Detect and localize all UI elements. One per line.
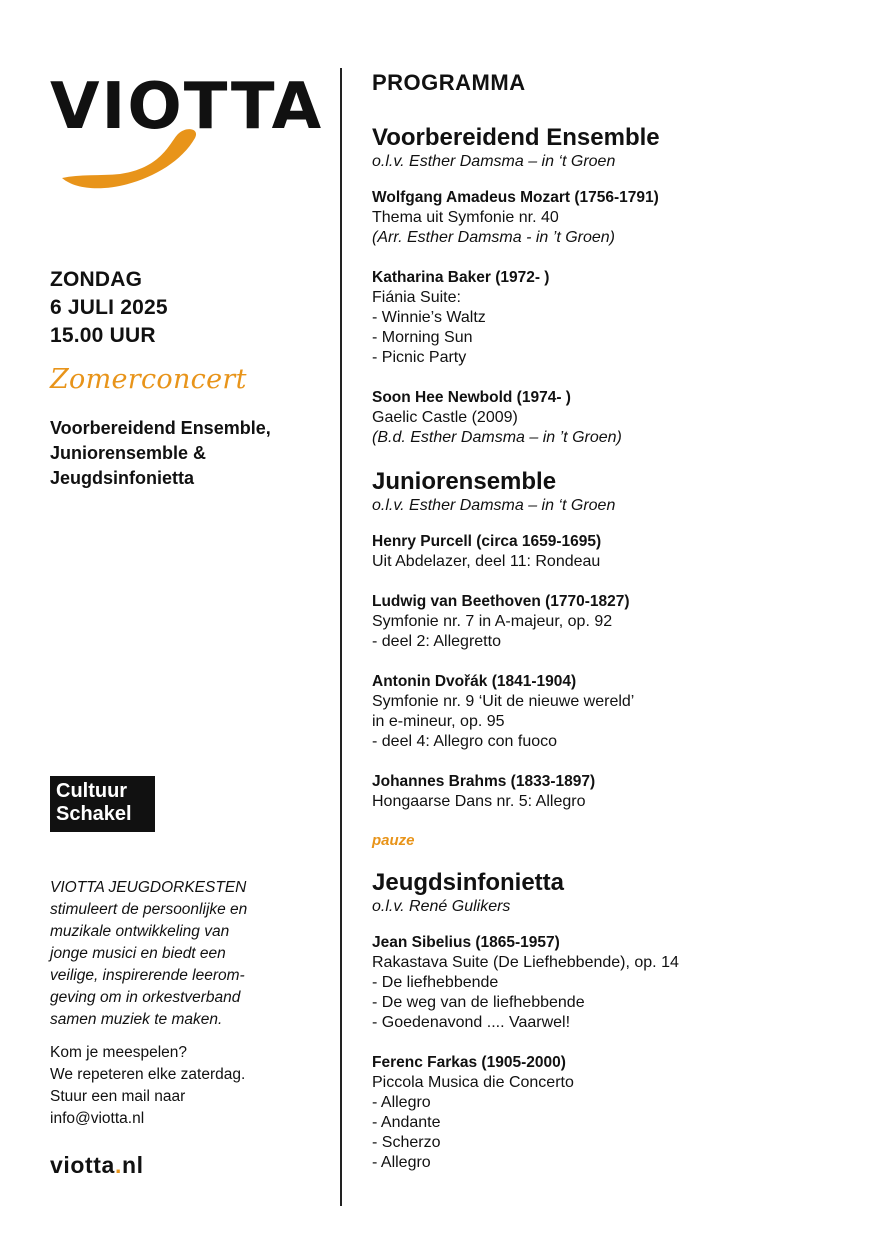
piece-line: - De liefhebbende xyxy=(372,974,499,991)
piece-line: - Winnie’s Waltz xyxy=(372,309,486,326)
piece-line: - Allegro xyxy=(372,1094,431,1111)
piece-line: - Picnic Party xyxy=(372,349,467,366)
column-divider xyxy=(340,68,342,1206)
program-piece xyxy=(372,188,852,248)
composer-name: Jean Sibelius (1865-1957) xyxy=(372,934,560,951)
piece-line: Rakastava Suite (De Liefhebbende), op. 14 xyxy=(372,954,679,971)
date-full: 6 JULI 2025 xyxy=(50,296,168,319)
ensemble-line: Juniorensemble & xyxy=(50,443,207,463)
section-conductor: o.l.v. Esther Damsma – in ‘t Groen xyxy=(372,497,616,514)
arrangement-note: (Arr. Esther Damsma - in ’t Groen) xyxy=(372,229,616,246)
piece-line: Thema uit Symfonie nr. 40 xyxy=(372,209,559,226)
program-section xyxy=(372,869,852,1173)
program-piece xyxy=(372,933,852,1033)
cs-logo-line1: Cultuur xyxy=(56,780,128,802)
section-name: Voorbereidend Ensemble xyxy=(372,124,660,151)
piece-line: - Scherzo xyxy=(372,1134,441,1151)
composer-name: Katharina Baker (1972- ) xyxy=(372,269,550,286)
composer-name: Ferenc Farkas (1905-2000) xyxy=(372,1054,566,1071)
piece-line: - Morning Sun xyxy=(372,329,473,346)
ensembles-list xyxy=(50,416,271,491)
piece-line: Uit Abdelazer, deel 11: Rondeau xyxy=(372,553,601,570)
composer-name: Antonin Dvořák (1841-1904) xyxy=(372,673,577,690)
program-title: PROGRAMMA xyxy=(372,70,526,95)
cs-logo-line2: Schakel xyxy=(56,803,132,825)
website-link[interactable]: viotta.nl xyxy=(50,1152,144,1178)
piece-line: in e-mineur, op. 95 xyxy=(372,713,505,730)
program-sections xyxy=(372,124,852,1173)
program-piece xyxy=(372,532,852,572)
piece-line: Symfonie nr. 7 in A-majeur, op. 92 xyxy=(372,613,613,630)
pauze-label: pauze xyxy=(372,832,415,849)
arrangement-note: (B.d. Esther Damsma – in ’t Groen) xyxy=(372,429,622,446)
program-piece xyxy=(372,772,852,812)
piece-line: - deel 2: Allegretto xyxy=(372,633,501,650)
program-piece xyxy=(372,388,852,448)
concert-date xyxy=(50,266,168,350)
invite-text: Kom je meespelen? We repeteren elke zaterdag. Stuur een mail naar info@viotta.nl xyxy=(50,1042,310,1130)
piece-line: - Allegro xyxy=(372,1154,431,1171)
section-name: Jeugdsinfonietta xyxy=(372,869,565,896)
email-link[interactable]: info@viotta.nl xyxy=(50,1110,145,1127)
composer-name: Soon Hee Newbold (1974- ) xyxy=(372,389,571,406)
composer-name: Wolfgang Amadeus Mozart (1756-1791) xyxy=(372,189,659,206)
program-piece xyxy=(372,268,852,368)
program-section xyxy=(372,124,852,448)
section-conductor: o.l.v. René Gulikers xyxy=(372,898,511,915)
viotta-logo xyxy=(50,70,324,210)
program-piece xyxy=(372,592,852,652)
event-title: Zomerconcert xyxy=(50,364,247,395)
piece-line: Hongaarse Dans nr. 5: Allegro xyxy=(372,793,586,810)
program-column xyxy=(372,70,852,1193)
composer-name: Henry Purcell (circa 1659-1695) xyxy=(372,533,602,550)
piece-line: Gaelic Castle (2009) xyxy=(372,409,518,426)
cultuurschakel-logo xyxy=(50,776,155,832)
piece-line: Fiánia Suite: xyxy=(372,289,461,306)
logo-text: VIOTTA xyxy=(50,70,324,144)
date-day: ZONDAG xyxy=(50,268,143,291)
piece-line: - De weg van de liefhebbende xyxy=(372,994,585,1011)
program-piece xyxy=(372,672,852,752)
ensemble-line: Voorbereidend Ensemble, xyxy=(50,418,271,438)
date-time: 15.00 UUR xyxy=(50,324,156,347)
piece-line: - Andante xyxy=(372,1114,441,1131)
composer-name: Ludwig van Beethoven (1770-1827) xyxy=(372,593,630,610)
piece-line: Symfonie nr. 9 ‘Uit de nieuwe wereld’ xyxy=(372,693,635,710)
section-name: Juniorensemble xyxy=(372,468,557,495)
viotta-logo-graphic xyxy=(50,70,324,210)
piece-line: Piccola Musica die Concerto xyxy=(372,1074,574,1091)
left-column xyxy=(50,0,330,1240)
mission-statement: VIOTTA JEUGDORKESTEN stimuleert de persoonlijke en muzikale ontwikkeling van jonge musici en biedt een veilige, inspirerende leerom- geving om in orkestverband samen muziek te maken. xyxy=(50,879,248,1028)
composer-name: Johannes Brahms (1833-1897) xyxy=(372,773,596,790)
program-piece xyxy=(372,1053,852,1173)
program-section xyxy=(372,468,852,812)
ensemble-line: Jeugdsinfonietta xyxy=(50,468,195,488)
section-conductor: o.l.v. Esther Damsma – in ‘t Groen xyxy=(372,153,616,170)
piece-line: - deel 4: Allegro con fuoco xyxy=(372,733,558,750)
piece-line: - Goedenavond .... Vaarwel! xyxy=(372,1014,571,1031)
